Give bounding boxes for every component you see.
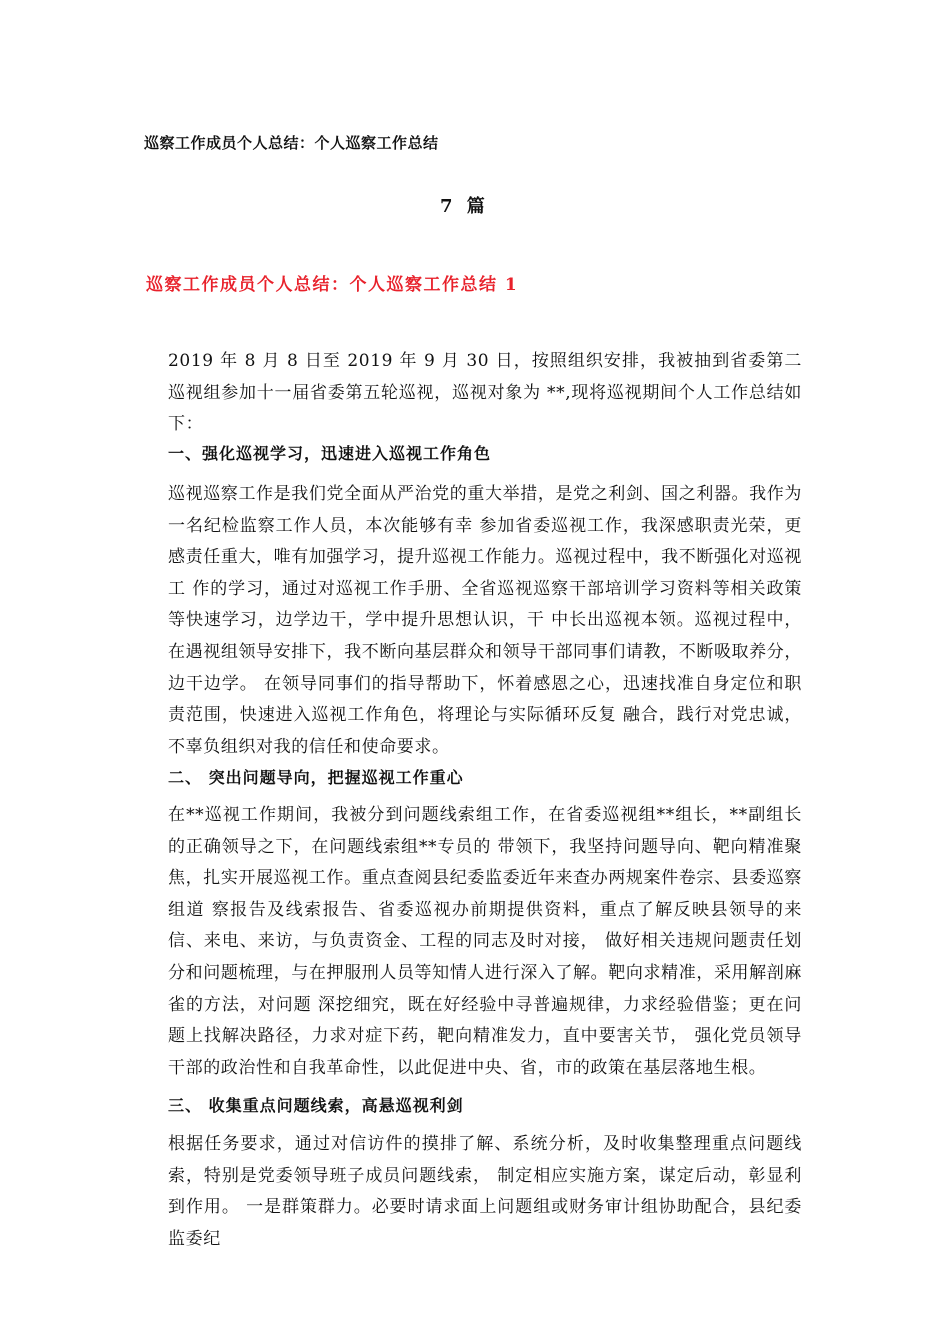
heading-1: 一、强化巡视学习，迅速进入巡视工作角色 <box>168 444 492 463</box>
paragraph-2: 在**巡视工作期间，我被分到问题线索组工作，在省委巡视组**组长，**副组长的正确领导之下，在问题线索组**专员的 带领下，我坚持问题导向、靶向精准聚焦，扎实开展巡视工作。重点查阅县纪委监委近年来查办两规案件卷宗、县委巡察组道 察报告及线索报告、省委巡视办前期提供资料，重点了解反映县领导的来信、来电、来访，与负责资金、工程的同志及时对接， 做好相关违规问题责任划分和问题梳理，与在押服刑人员等知情人进行深入了解。靶向求精准，采用解剖麻雀的方法，对问题 深挖细究，既在好经验中寻普遍规律，力求经验借鉴；更在问题上找解决路径，力求对症下药，靶向精准发力，直中要害关节， 强化党员领导干部的政治性和自我革命性，以此促进中央、省，市的政策在基层落地生根。 <box>168 805 802 1078</box>
heading-3: 三、 收集重点问题线索，高悬巡视利剑 <box>168 1096 464 1115</box>
heading-2: 二、 突出问题导向，把握巡视工作重心 <box>168 768 464 787</box>
section-title: 巡察工作成员个人总结：个人巡察工作总结 1 <box>146 275 519 295</box>
paragraph-3: 根据任务要求，通过对信访件的摸排了解、系统分析，及时收集整理重点问题线索，特别是党委领导班子成员问题线索， 制定相应实施方案，谋定后动，彰显利到作用。 一是群策群力。必要时请求面上问题组或财务审计组协助配合，县纪委监委纪 <box>168 1134 802 1249</box>
document-count: 7 篇 <box>440 196 489 217</box>
document-title: 巡察工作成员个人总结：个人巡察工作总结 <box>144 134 439 152</box>
intro-paragraph: 2019 年 8 月 8 日至 2019 年 9 月 30 日，按照组织安排，我被抽到省委第二巡视组参加十一届省委第五轮巡视，巡视对象为 **,现将巡视期间个人工作总结如下： <box>168 351 802 435</box>
paragraph-1: 巡视巡察工作是我们党全面从严治党的重大举措，是党之利剑、国之利器。我作为一名纪检监察工作人员，本次能够有幸 参加省委巡视工作，我深感职责光荣，更感责任重大，唯有加强学习，提升巡视工作能力。巡视过程中，我不断强化对巡视工 作的学习，通过对巡视工作手册、全省巡视巡察干部培训学习资料等相关政策等快速学习，边学边干，学中提升思想认识，干 中长出巡视本领。巡视过程中，在遇视组领导安排下，我不断向基层群众和领导干部同事们请教，不断吸取养分，边干边学。 在领导同事们的指导帮助下，怀着感恩之心，迅速找准自身定位和职责范围，快速进入巡视工作角色，将理论与实际循环反复 融合，践行对党忠诚，不辜负组织对我的信任和使命要求。 <box>168 484 802 757</box>
